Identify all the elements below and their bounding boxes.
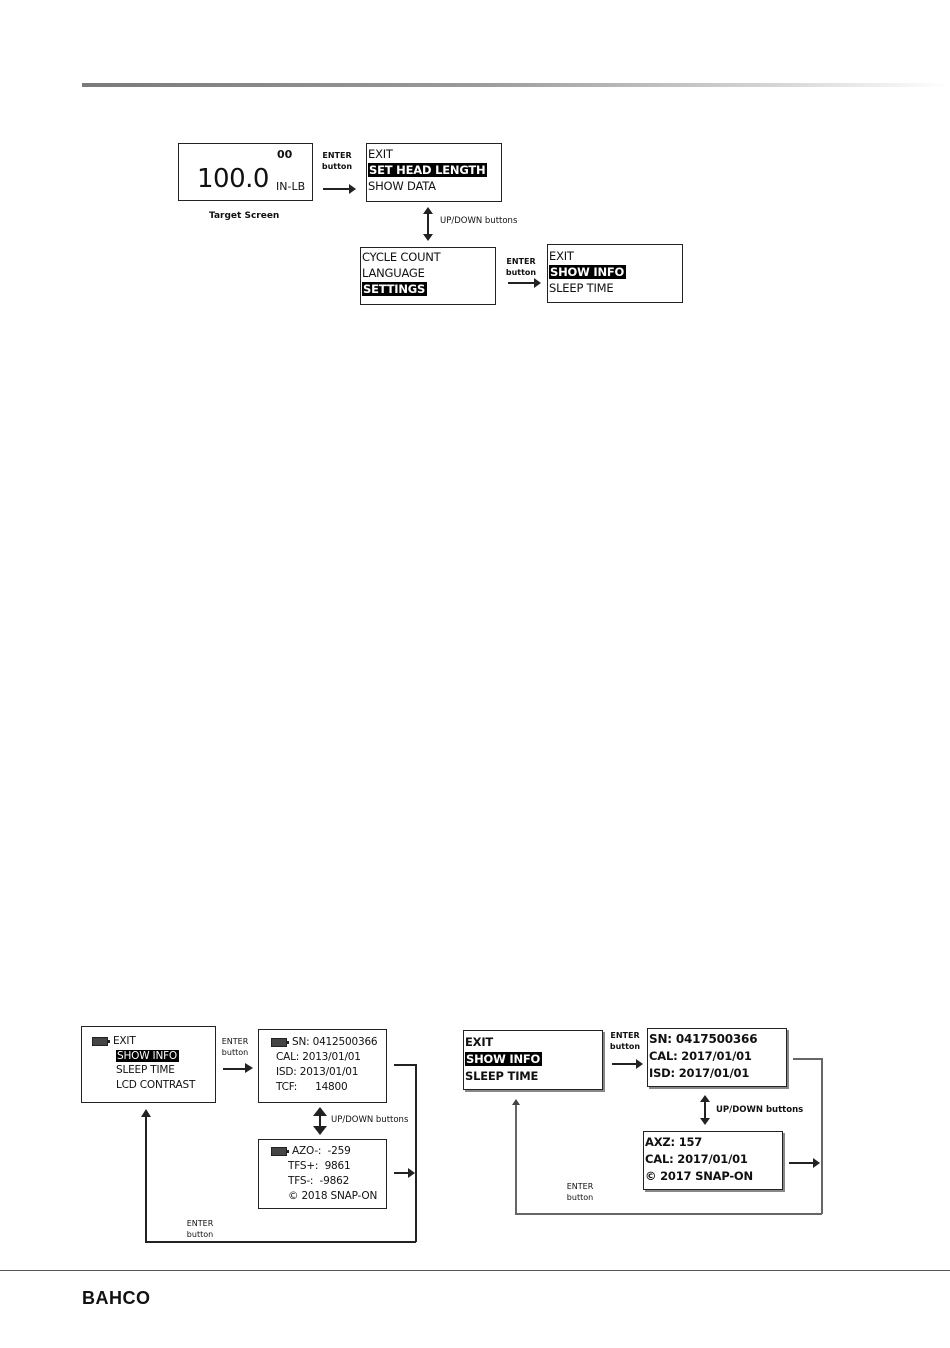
battery-icon-2 xyxy=(271,1038,287,1047)
bl-enter-return-label: ENTER button xyxy=(186,1219,214,1239)
bl-info-2-tfsp-label: TFS+: xyxy=(288,1160,319,1172)
bl-flow-up-head xyxy=(141,1109,151,1117)
br-flow-up xyxy=(515,1104,517,1214)
bl-menu-item-sleep-time: SLEEP TIME xyxy=(116,1064,175,1076)
bl-flow-up xyxy=(145,1115,147,1242)
br-enter-return-label: ENTER button xyxy=(566,1182,594,1202)
menu-3-item-show-info: SHOW INFO xyxy=(550,265,625,279)
bl-menu-item-show-info: SHOW INFO xyxy=(117,1049,178,1062)
enter-arrow-2 xyxy=(508,282,536,284)
header-rule xyxy=(82,83,950,87)
bl-menu-item-exit: EXIT xyxy=(113,1035,136,1047)
bl-info-2-tfsm-label: TFS-: xyxy=(288,1175,314,1187)
bl-enter-label: ENTER button xyxy=(221,1037,249,1057)
br-enter-label: ENTER button xyxy=(609,1031,641,1051)
bl-updown-arrow-down xyxy=(313,1126,327,1135)
bl-info-1-cal: CAL: 2013/01/01 xyxy=(276,1051,361,1063)
br-info-1 xyxy=(647,1028,787,1087)
enter-arrow-1-head xyxy=(349,184,356,194)
bl-menu-item-lcd-contrast: LCD CONTRAST xyxy=(116,1078,196,1091)
br-menu-item-sleep-time: SLEEP TIME xyxy=(465,1069,539,1083)
bl-info-1 xyxy=(258,1029,387,1103)
br-enter-arrow-head xyxy=(636,1059,643,1069)
bl-info-2-azo-label: AZO-: xyxy=(292,1145,322,1157)
bl-flow-bottom xyxy=(145,1241,416,1243)
updown-arrow-1-up xyxy=(423,207,433,214)
menu-1 xyxy=(366,143,502,202)
menu-1-item-exit: EXIT xyxy=(368,147,393,161)
bl-info-1-tcf-label: TCF: xyxy=(276,1081,298,1093)
br-info-1-cal: CAL: 2017/01/01 xyxy=(649,1049,752,1063)
br-info-2-cal: CAL: 2017/01/01 xyxy=(645,1152,748,1166)
br-info-2-axz: AXZ: 157 xyxy=(645,1135,703,1149)
br-updown-arrow-down xyxy=(700,1118,710,1125)
target-screen-display xyxy=(178,143,313,201)
br-flow-right-top xyxy=(793,1058,822,1060)
br-flow-bottom xyxy=(515,1213,822,1215)
target-screen-caption: Target Screen xyxy=(209,211,280,221)
menu-3-item-sleep-time: SLEEP TIME xyxy=(549,281,614,295)
br-flow-mid-arrow xyxy=(789,1162,815,1164)
bl-info-2 xyxy=(258,1139,387,1209)
br-updown-arrow xyxy=(704,1100,706,1120)
enter-arrow-2-head xyxy=(534,278,541,288)
br-menu-item-exit: EXIT xyxy=(465,1035,494,1049)
menu-2 xyxy=(360,247,496,305)
bl-flow-right-top xyxy=(394,1064,416,1066)
bl-info-1-tcf-value: 14800 xyxy=(315,1081,348,1093)
bl-info-1-isd: ISD: 2013/01/01 xyxy=(276,1066,359,1078)
menu-2-item-language: LANGUAGE xyxy=(362,266,425,280)
enter-label-1: ENTER button xyxy=(321,151,353,171)
target-unit: IN-LB xyxy=(276,180,306,193)
bahco-logo: BAHCO xyxy=(82,1288,151,1308)
br-flow-right-vertical xyxy=(821,1058,823,1214)
bl-flow-mid-arrow-head xyxy=(408,1168,415,1178)
bl-menu xyxy=(81,1026,216,1103)
br-updown-arrow-up xyxy=(700,1095,710,1102)
bl-updown-arrow-up xyxy=(313,1107,327,1116)
updown-arrow-1-down xyxy=(423,234,433,241)
updown-label-1: UP/DOWN buttons xyxy=(440,216,518,226)
bl-info-1-sn: SN: 0412500366 xyxy=(292,1036,378,1048)
br-menu-item-show-info: SHOW INFO xyxy=(466,1052,541,1066)
bl-enter-arrow-head xyxy=(245,1063,253,1073)
menu-2-item-cycle-count: CYCLE COUNT xyxy=(362,250,441,264)
enter-label-2: ENTER button xyxy=(505,257,537,277)
bl-updown-label: UP/DOWN buttons xyxy=(331,1115,409,1125)
menu-3 xyxy=(547,244,683,303)
updown-arrow-1 xyxy=(427,212,429,236)
battery-icon-3 xyxy=(271,1147,287,1156)
bl-flow-right-vertical xyxy=(415,1064,417,1242)
menu-1-item-set-head-length: SET HEAD LENGTH xyxy=(369,163,486,177)
br-flow-up-head xyxy=(512,1099,520,1105)
footer-rule xyxy=(0,1270,950,1271)
bl-info-2-azo-value: -259 xyxy=(327,1145,351,1157)
br-info-1-sn: SN: 0417500366 xyxy=(649,1032,758,1046)
bl-info-2-tfsm-value: -9862 xyxy=(319,1175,350,1187)
br-enter-arrow xyxy=(612,1063,638,1065)
menu-3-item-exit: EXIT xyxy=(549,249,574,263)
battery-icon xyxy=(92,1037,108,1046)
target-top-value: 00 xyxy=(277,148,293,161)
target-main-value: 100.0 xyxy=(197,164,269,194)
enter-arrow-1 xyxy=(323,188,351,190)
menu-1-item-show-data: SHOW DATA xyxy=(368,179,436,193)
br-info-1-isd: ISD: 2017/01/01 xyxy=(649,1066,750,1080)
br-flow-mid-arrow-head xyxy=(813,1158,820,1168)
bl-info-2-tfsp-value: 9861 xyxy=(324,1160,351,1172)
menu-2-item-settings: SETTINGS xyxy=(363,282,426,296)
br-updown-label: UP/DOWN buttons xyxy=(716,1105,804,1115)
br-info-2 xyxy=(643,1131,783,1190)
bl-info-2-copyright: © 2018 SNAP-ON xyxy=(288,1190,378,1202)
br-menu xyxy=(463,1030,603,1090)
br-info-2-copyright: © 2017 SNAP-ON xyxy=(645,1169,753,1183)
